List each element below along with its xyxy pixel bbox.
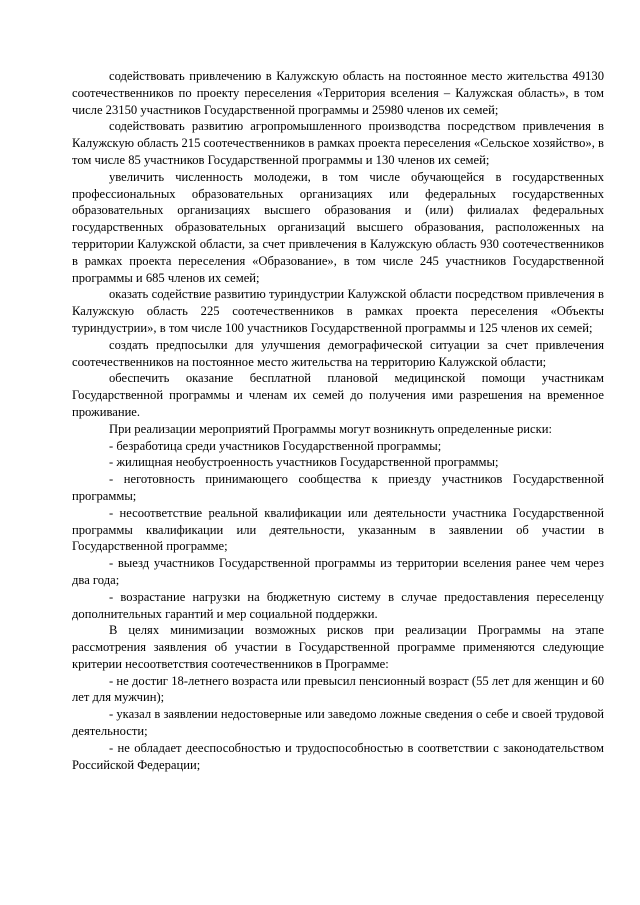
risk-item: - возрастание нагрузки на бюджетную систему в случае предоставления переселенцу дополнительных гарантий и мер социальной поддержки. (72, 589, 604, 621)
paragraph: обеспечить оказание бесплатной плановой медицинской помощи участникам Государственной программы и членам их семей до получения ими разрешения на временное проживание. (72, 371, 604, 419)
paragraph: содействовать привлечению в Калужскую область на постоянное место жительства 49130 соотечественников по проекту переселения «Территория вселения – Калужская область», в том числе 23150 участников Государственной программы и 25980 членов их семей; (72, 69, 604, 117)
paragraph: оказать содействие развитию туриндустрии Калужской области посредством привлечения в Калужскую область 225 соотечественников в рамках проекта переселения «Объекты туриндустрии», в том числе 100 участников Государственной программы и 125 членов их семей; (72, 287, 604, 335)
criteria-item: - указал в заявлении недостоверные или заведомо ложные сведения о себе и своей трудовой деятельности; (72, 707, 604, 739)
paragraph: содействовать развитию агропромышленного производства посредством привлечения в Калужскую область 215 соотечественников в рамках проекта переселения «Сельское хозяйство», в том числе 85 участников Государственной программы и 130 членов их семей; (72, 119, 604, 167)
risk-item: - жилищная необустроенность участников Государственной программы; (109, 455, 499, 470)
risk-item: - неготовность принимающего сообщества к приезду участников Государственной программы; (72, 472, 604, 503)
paragraph: увеличить численность молодежи, в том числе обучающейся в государственных профессиональных образовательных организациях или федеральных государственных образовательных организациях высшего образования и (или) филиалах федеральных государственных образовательных организаций высшего образования, расположенных на территории Калужской области, за счет привлечения в Калужскую область 930 соотечественников в рамках проекта переселения «Образование», в том числе 245 участников Государственной программы и 685 членов их семей; (72, 169, 604, 285)
document-body (72, 68, 604, 773)
criteria-item: - не достиг 18-летнего возраста или превысил пенсионный возраст (55 лет для женщин и 60 лет для мужчин); (72, 673, 604, 705)
paragraph: В целях минимизации возможных рисков при реализации Программы на этапе рассмотрения заявления об участии в Государственной программе применяются следующие критерии несоответствия соотечественников в Программе: (72, 623, 604, 671)
risk-item: - безработица среди участников Государственной программы; (109, 438, 442, 453)
risk-item: - выезд участников Государственной программы из территории вселения ранее чем через два года; (72, 556, 604, 587)
criteria-item: - не обладает дееспособностью и трудоспособностью в соответствии с законодательством Российской Федерации; (72, 740, 604, 772)
paragraph: создать предпосылки для улучшения демографической ситуации за счет привлечения соотечественников на постоянное место жительства на территорию Калужской области; (72, 337, 604, 369)
risk-item: - несоответствие реальной квалификации или деятельности участника Государственной программы квалификации или деятельности, указанным в заявлении об участии в Государственной программе; (72, 505, 604, 554)
paragraph: При реализации мероприятий Программы могут возникнуть определенные риски: (109, 421, 552, 436)
